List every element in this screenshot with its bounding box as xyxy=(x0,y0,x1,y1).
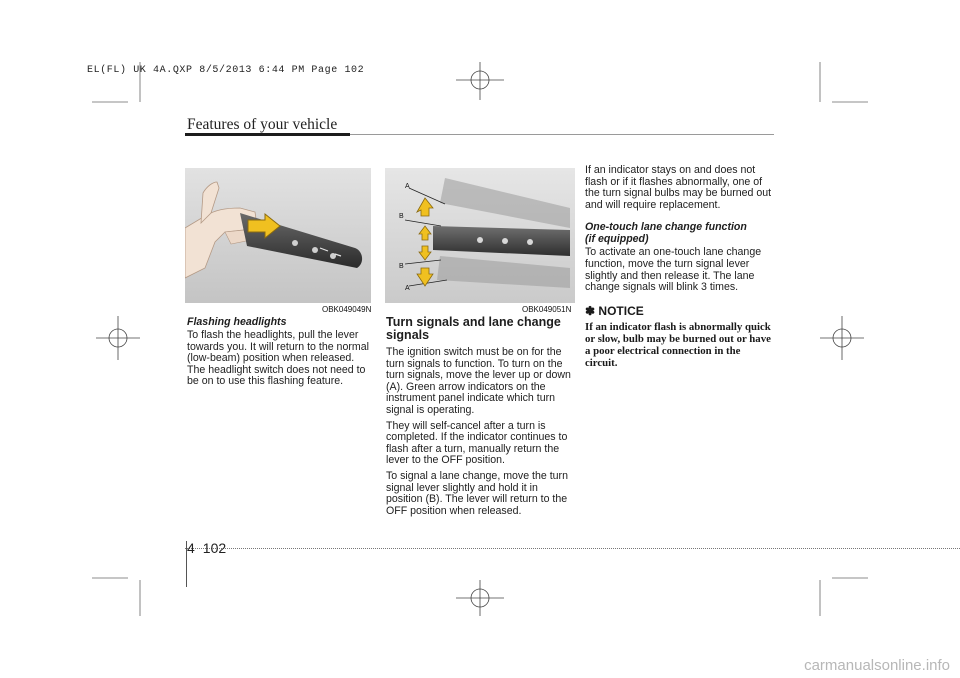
column-2 xyxy=(386,316,574,521)
indicator-intro-text: If an indicator stays on and does not flash or if it flashes abnormally, one of the turn signal bulbs may be burned out and will require replacement. xyxy=(585,164,772,211)
figure-flashing-headlights xyxy=(185,168,371,303)
notice-title: NOTICE xyxy=(598,303,644,318)
notice-heading xyxy=(585,303,775,318)
notice-text: If an indicator flash is abnormally quick or slow, bulb may be burned out or have a poor electrical connection in the circuit. xyxy=(585,321,771,370)
turn-signals-heading: Turn signals and lane change signals xyxy=(386,315,561,342)
header-rule-grey xyxy=(350,134,774,135)
registration-mark-left xyxy=(96,316,140,360)
figure-turn-signals xyxy=(385,168,575,303)
figure-label-b-top: B xyxy=(399,213,404,220)
notice-symbol-icon: ✽ xyxy=(585,303,596,318)
page-number-value: 102 xyxy=(202,540,227,556)
one-touch-text: To activate an one-touch lane change function, move the turn signal lever slightly and then release it. The lane change signals will blink 3 times. xyxy=(585,246,762,294)
figure-caption-left: OBK049049N xyxy=(322,305,372,314)
flashing-headlights-text: To flash the headlights, pull the lever towards you. It will return to the normal (low-beam) position when released. The headlight switch does not need to be on to use this flashing feature. xyxy=(187,329,369,388)
column-3 xyxy=(585,165,775,369)
section-title: Features of your vehicle xyxy=(187,116,338,133)
column-1 xyxy=(187,316,373,392)
figure-label-a-bottom: A xyxy=(405,285,410,292)
turn-signals-paragraph-2: They will self-cancel after a turn is completed. If the indicator continues to flash after a turn, manually return the lever to the OFF position. xyxy=(386,419,568,467)
header-rule-dark xyxy=(185,133,350,136)
figure-caption-right: OBK049051N xyxy=(522,305,572,314)
figure-label-b-bottom: B xyxy=(399,263,404,270)
chapter-number: 4 xyxy=(187,540,195,556)
turn-signals-paragraph-1: The ignition switch must be on for the turn signals to function. To turn on the turn signals, move the lever up or down (A). Green arrow indicators on the instrument panel indicate which turn signal is operating. xyxy=(386,346,571,416)
print-slug: EL(FL) UK 4A.QXP 8/5/2013 6:44 PM Page 102 xyxy=(87,65,365,76)
watermark: carmanualsonline.info xyxy=(804,657,950,674)
registration-mark-top xyxy=(456,62,504,100)
page-number xyxy=(187,540,226,556)
one-touch-heading-note: (if equipped) xyxy=(585,233,649,246)
one-touch-heading: One-touch lane change function xyxy=(585,221,747,234)
registration-mark-bottom xyxy=(456,580,504,616)
figure-label-a-top: A xyxy=(405,183,410,190)
flashing-headlights-heading: Flashing headlights xyxy=(187,316,287,328)
registration-mark-right xyxy=(820,316,864,360)
footer-rule xyxy=(185,548,960,549)
turn-signals-paragraph-3: To signal a lane change, move the turn signal lever slightly and hold it in position (B). The lever will return to the OFF position when released. xyxy=(386,469,568,517)
